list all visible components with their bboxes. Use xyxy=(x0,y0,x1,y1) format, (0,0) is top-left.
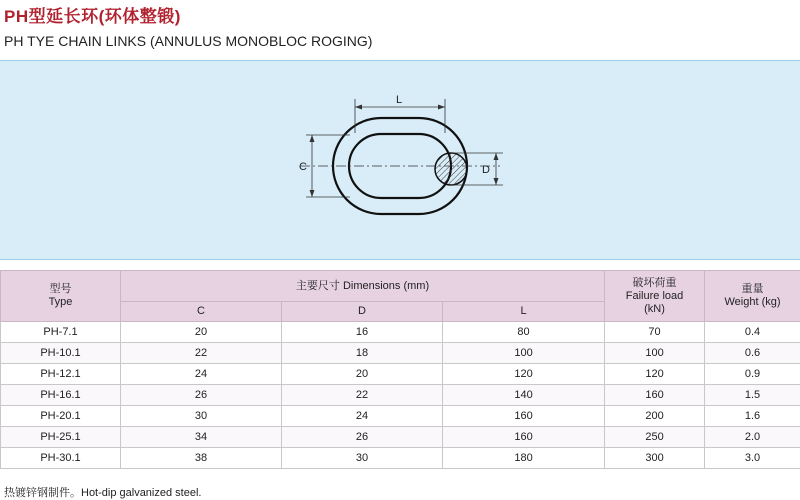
chain-link-diagram xyxy=(0,60,800,260)
cell-type: PH-25.1 xyxy=(1,427,121,448)
cell-c: 22 xyxy=(121,343,282,364)
cell-c: 20 xyxy=(121,322,282,343)
cell-l: 80 xyxy=(443,322,605,343)
cell-weight: 1.5 xyxy=(705,385,800,406)
cell-load: 120 xyxy=(605,364,705,385)
cell-l: 100 xyxy=(443,343,605,364)
cell-c: 38 xyxy=(121,448,282,469)
table-row xyxy=(1,448,800,469)
cell-weight: 0.4 xyxy=(705,322,800,343)
cell-l: 120 xyxy=(443,364,605,385)
header-c: C xyxy=(121,302,282,322)
header-type xyxy=(1,271,121,322)
header-l: L xyxy=(443,302,605,322)
cell-d: 30 xyxy=(282,448,443,469)
specification-table xyxy=(0,270,800,469)
page-title-cn: PH型延长环(环体整锻) xyxy=(4,7,181,26)
cell-c: 24 xyxy=(121,364,282,385)
header-weight-cn: 重量 xyxy=(741,283,764,295)
cell-l: 140 xyxy=(443,385,605,406)
cell-type: PH-7.1 xyxy=(1,322,121,343)
cell-c: 26 xyxy=(121,385,282,406)
cell-weight: 1.6 xyxy=(705,406,800,427)
dim-label-D: D xyxy=(482,164,490,176)
cell-load: 300 xyxy=(605,448,705,469)
cell-weight: 2.0 xyxy=(705,427,800,448)
cell-type: PH-20.1 xyxy=(1,406,121,427)
cell-type: PH-16.1 xyxy=(1,385,121,406)
header-failure-load xyxy=(605,271,705,322)
cell-load: 200 xyxy=(605,406,705,427)
table-row xyxy=(1,406,800,427)
cell-d: 24 xyxy=(282,406,443,427)
table-row xyxy=(1,322,800,343)
header-type-cn: 型号 xyxy=(49,283,72,295)
cell-d: 26 xyxy=(282,427,443,448)
footnote: 热镀锌钢制件。Hot-dip galvanized steel. xyxy=(4,487,202,499)
header-load-cn: 破坏荷重 xyxy=(632,276,677,289)
table-row xyxy=(1,385,800,406)
cell-type: PH-30.1 xyxy=(1,448,121,469)
page-title-en: PH TYE CHAIN LINKS (ANNULUS MONOBLOC ROGING) xyxy=(4,33,373,49)
cell-l: 180 xyxy=(443,448,605,469)
cell-weight: 0.9 xyxy=(705,364,800,385)
header-load-unit: (kN) xyxy=(644,302,665,315)
cell-type: PH-10.1 xyxy=(1,343,121,364)
dim-label-L: L xyxy=(396,94,403,106)
cell-weight: 3.0 xyxy=(705,448,800,469)
header-d: D xyxy=(282,302,443,322)
header-type-en: Type xyxy=(48,296,73,308)
cell-c: 34 xyxy=(121,427,282,448)
cross-section-circle xyxy=(435,153,467,185)
cell-d: 18 xyxy=(282,343,443,364)
chain-link-drawing xyxy=(0,61,800,261)
cell-d: 20 xyxy=(282,364,443,385)
cell-type: PH-12.1 xyxy=(1,364,121,385)
table-row xyxy=(1,427,800,448)
dim-label-C: C xyxy=(299,161,307,173)
cell-weight: 0.6 xyxy=(705,343,800,364)
cell-load: 250 xyxy=(605,427,705,448)
cell-c: 30 xyxy=(121,406,282,427)
cell-d: 22 xyxy=(282,385,443,406)
header-weight xyxy=(705,271,800,322)
cell-load: 160 xyxy=(605,385,705,406)
header-load-en: Failure load xyxy=(625,289,684,302)
table-row xyxy=(1,343,800,364)
cell-l: 160 xyxy=(443,427,605,448)
cell-load: 70 xyxy=(605,322,705,343)
header-dimensions: 主要尺寸 Dimensions (mm) xyxy=(121,271,605,302)
cell-load: 100 xyxy=(605,343,705,364)
cell-d: 16 xyxy=(282,322,443,343)
cell-l: 160 xyxy=(443,406,605,427)
header-weight-en: Weight (kg) xyxy=(724,296,781,308)
table-row xyxy=(1,364,800,385)
